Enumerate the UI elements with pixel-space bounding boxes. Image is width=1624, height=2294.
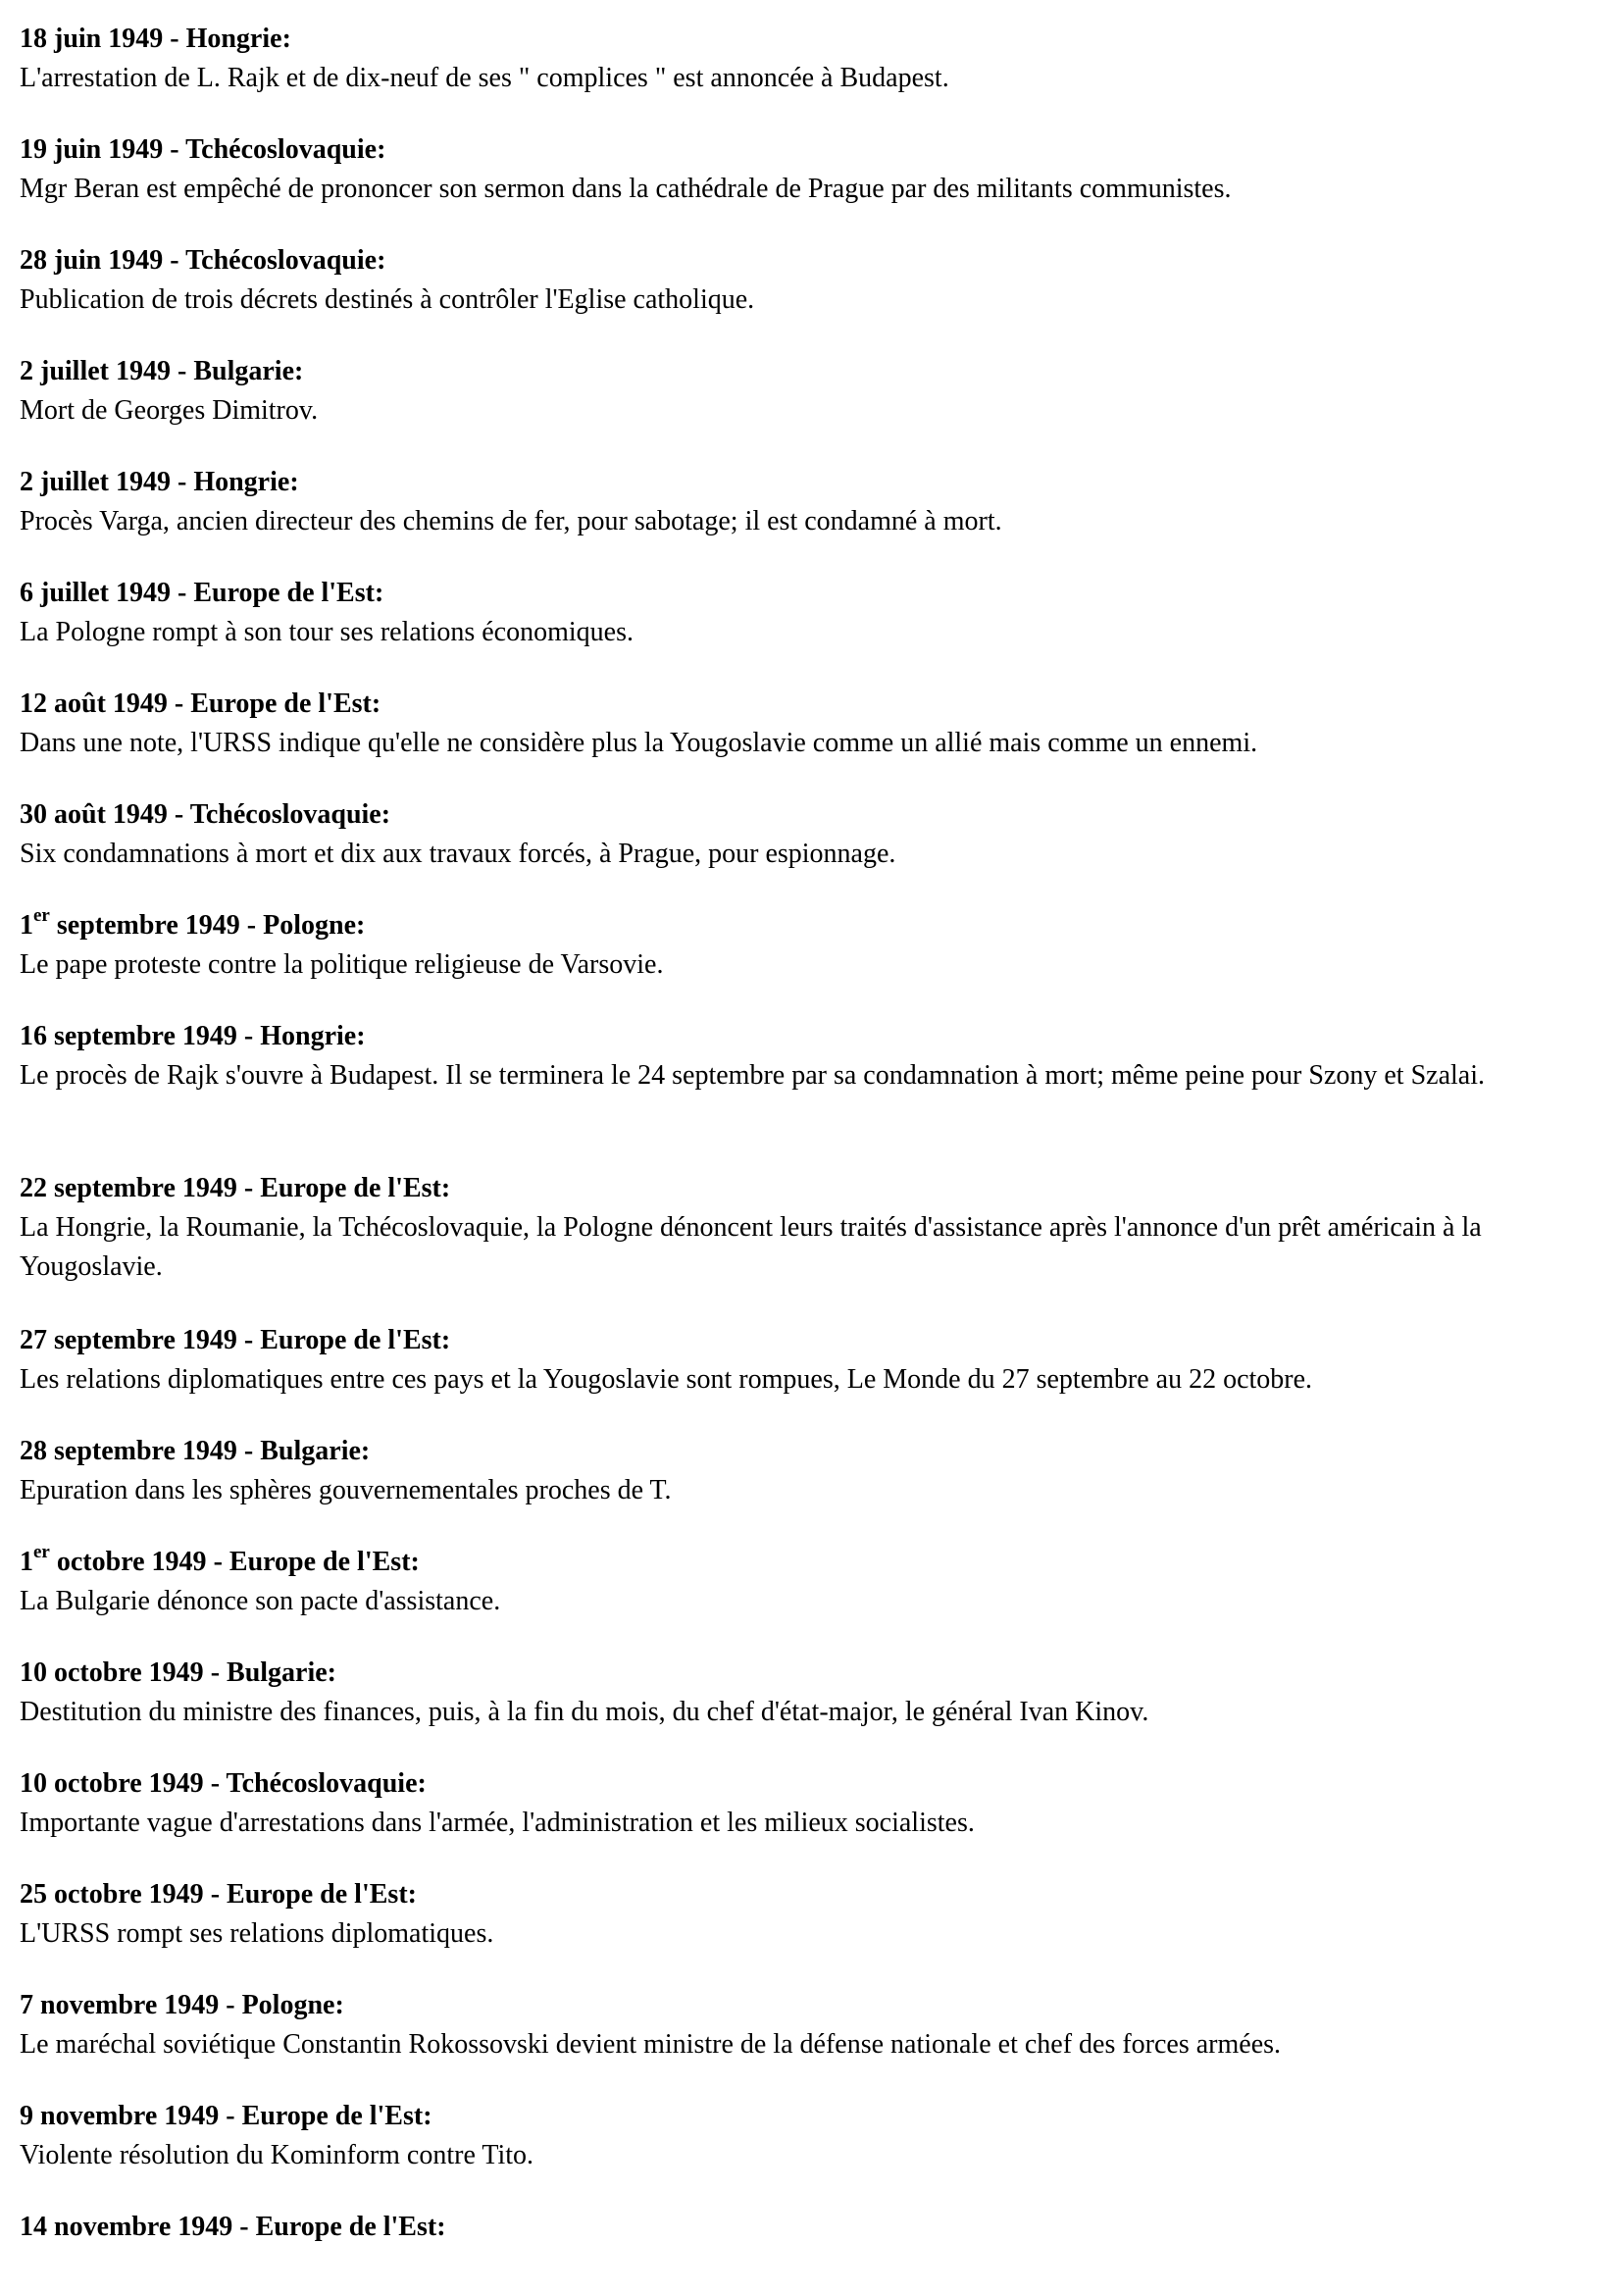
entry-heading: 12 août 1949 - Europe de l'Est: (20, 688, 381, 719)
entry-text: L'URSS rompt ses relations diplomatiques. (20, 1918, 494, 1949)
entry-heading: 1er octobre 1949 - Europe de l'Est: (20, 1541, 420, 1577)
entry-text: Mgr Beran est empêché de prononcer son sermon dans la cathédrale de Prague par des militants communistes. (20, 174, 1232, 204)
entry-region: Tchécoslovaquie: (189, 799, 391, 830)
entry-date: 10 octobre 1949 (20, 1657, 204, 1688)
entry-heading: 27 septembre 1949 - Europe de l'Est: (20, 1325, 451, 1355)
entry (20, 1321, 1608, 1400)
entry-heading: 10 octobre 1949 - Tchécoslovaquie: (20, 1768, 427, 1799)
entry-text: Le pape proteste contre la politique religieuse de Varsovie. (20, 949, 664, 980)
entry (20, 2208, 1608, 2247)
entry-heading: 28 septembre 1949 - Bulgarie: (20, 1436, 371, 1466)
entry-region: Pologne: (263, 910, 366, 941)
entry-text: Epuration dans les sphères gouvernementales proches de T. (20, 1475, 672, 1505)
entry (20, 685, 1608, 763)
entry (20, 795, 1608, 874)
entry (20, 906, 1608, 985)
entry-region: Hongrie: (193, 467, 299, 497)
entry-region: Tchécoslovaquie: (185, 134, 386, 165)
entry-heading: 1er septembre 1949 - Pologne: (20, 904, 366, 941)
entry-heading: 14 novembre 1949 - Europe de l'Est: (20, 2212, 446, 2242)
entry-region: Europe de l'Est: (241, 2101, 432, 2131)
entry (20, 130, 1608, 209)
entry-region: Europe de l'Est: (255, 2212, 446, 2242)
entry-text: La Hongrie, la Roumanie, la Tchécoslovaquie, la Pologne dénoncent leurs traités d'assistance après l'annonce d'un prêt américain à la Yougoslavie. (20, 1212, 1482, 1282)
entry-region: Hongrie: (185, 24, 291, 54)
entry-heading: 2 juillet 1949 - Hongrie: (20, 467, 299, 497)
entry-heading: 7 novembre 1949 - Pologne: (20, 1990, 344, 2020)
entry (20, 1543, 1608, 1621)
entry-heading: 10 octobre 1949 - Bulgarie: (20, 1657, 337, 1688)
entry-date: 27 septembre 1949 (20, 1325, 237, 1355)
entry-date: 16 septembre 1949 (20, 1021, 237, 1051)
entry-date: 28 septembre 1949 (20, 1436, 237, 1466)
entry-heading: 2 juillet 1949 - Bulgarie: (20, 356, 304, 386)
entry-text: Le maréchal soviétique Constantin Rokossovski devient ministre de la défense nationale et chef des forces armées. (20, 2029, 1282, 2060)
entry-date: 14 novembre 1949 (20, 2212, 233, 2242)
entry (20, 1764, 1608, 1843)
entry (20, 574, 1608, 652)
entry-heading: 22 septembre 1949 - Europe de l'Est: (20, 1173, 451, 1203)
entry-heading: 6 juillet 1949 - Europe de l'Est: (20, 578, 384, 608)
entry (20, 241, 1608, 320)
entry-date: 9 novembre 1949 (20, 2101, 220, 2131)
entry (20, 1017, 1608, 1096)
entry (20, 352, 1608, 431)
entry-date: 12 août 1949 (20, 688, 168, 719)
entry-region: Tchécoslovaquie: (185, 245, 386, 276)
entry-text: Procès Varga, ancien directeur des chemins de fer, pour sabotage; il est condamné à mort. (20, 506, 1002, 536)
entry (20, 1986, 1608, 2065)
entry-date: 2 juillet 1949 (20, 356, 171, 386)
entry-text: Destitution du ministre des finances, puis, à la fin du mois, du chef d'état-major, le général Ivan Kinov. (20, 1697, 1149, 1727)
entry-date: 1 (20, 1547, 33, 1577)
entry-text: Importante vague d'arrestations dans l'armée, l'administration et les milieux socialistes. (20, 1808, 975, 1838)
entry-date: 2 juillet 1949 (20, 467, 171, 497)
entry-region: Europe de l'Est: (260, 1325, 451, 1355)
entry-date: 28 juin 1949 (20, 245, 164, 276)
entry-heading: 19 juin 1949 - Tchécoslovaquie: (20, 134, 386, 165)
entry-date: 25 octobre 1949 (20, 1879, 204, 1910)
entry-text: La Pologne rompt à son tour ses relations économiques. (20, 617, 634, 647)
entry-text: Le procès de Rajk s'ouvre à Budapest. Il se terminera le 24 septembre par sa condamnation à mort; même peine pour Szony et Szalai. (20, 1060, 1485, 1091)
entry-region: Europe de l'Est: (228, 1547, 420, 1577)
entry (20, 1169, 1608, 1287)
entry-text: Les relations diplomatiques entre ces pays et la Yougoslavie sont rompues, Le Monde du 27 septembre au 22 octobre. (20, 1364, 1313, 1395)
entry (20, 2097, 1608, 2175)
entry-region: Bulgarie: (227, 1657, 337, 1688)
entry-date: 6 juillet 1949 (20, 578, 171, 608)
entry-heading: 25 octobre 1949 - Europe de l'Est: (20, 1879, 417, 1910)
entry-region: Hongrie: (260, 1021, 366, 1051)
entry (20, 463, 1608, 541)
entry-date: 19 juin 1949 (20, 134, 164, 165)
entry-date: 10 octobre 1949 (20, 1768, 204, 1799)
entry-region: Tchécoslovaquie: (226, 1768, 427, 1799)
entry-heading: 9 novembre 1949 - Europe de l'Est: (20, 2101, 432, 2131)
entry-text: Violente résolution du Kominform contre Tito. (20, 2140, 534, 2170)
entry-text: Six condamnations à mort et dix aux travaux forcés, à Prague, pour espionnage. (20, 839, 896, 869)
entry-text: L'arrestation de L. Rajk et de dix-neuf de ses " complices " est annoncée à Budapest. (20, 63, 949, 93)
entry-heading: 16 septembre 1949 - Hongrie: (20, 1021, 366, 1051)
entry-text: La Bulgarie dénonce son pacte d'assistance. (20, 1586, 501, 1616)
entry-region: Europe de l'Est: (193, 578, 384, 608)
entry-date: 18 juin 1949 (20, 24, 164, 54)
entry-region: Bulgarie: (193, 356, 304, 386)
entry-heading: 18 juin 1949 - Hongrie: (20, 24, 291, 54)
entry-date: 22 septembre 1949 (20, 1173, 237, 1203)
entry-region: Pologne: (241, 1990, 344, 2020)
entry-date: 30 août 1949 (20, 799, 168, 830)
entry-text: Publication de trois décrets destinés à contrôler l'Eglise catholique. (20, 284, 755, 315)
entry-text: Dans une note, l'URSS indique qu'elle ne considère plus la Yougoslavie comme un allié mais comme un ennemi. (20, 728, 1258, 758)
entry-region: Bulgarie: (260, 1436, 371, 1466)
entry-heading: 28 juin 1949 - Tchécoslovaquie: (20, 245, 386, 276)
entry (20, 1875, 1608, 1954)
entry-heading: 30 août 1949 - Tchécoslovaquie: (20, 799, 391, 830)
entry-region: Europe de l'Est: (227, 1879, 417, 1910)
entry-region: Europe de l'Est: (260, 1173, 451, 1203)
entry-date: 1 (20, 910, 33, 941)
entry (20, 1432, 1608, 1510)
entry-text: Mort de Georges Dimitrov. (20, 395, 319, 426)
entry-date: 7 novembre 1949 (20, 1990, 220, 2020)
entry-region: Europe de l'Est: (190, 688, 381, 719)
entry (20, 1654, 1608, 1732)
entry (20, 20, 1608, 98)
